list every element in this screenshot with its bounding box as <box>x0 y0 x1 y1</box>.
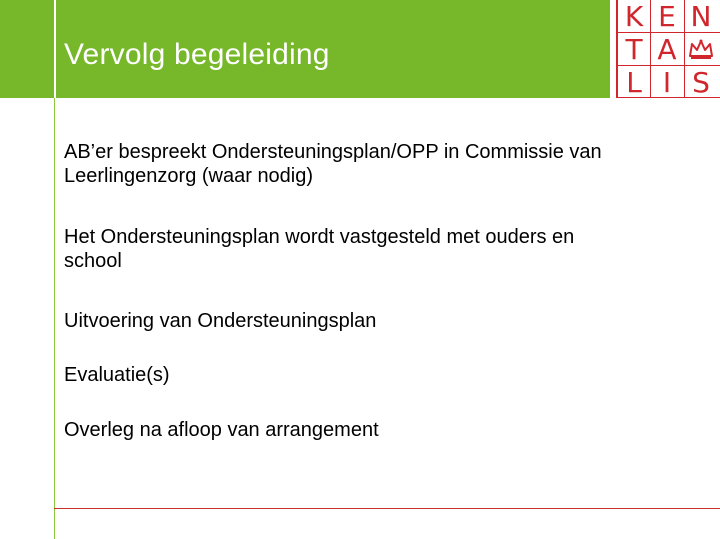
body-paragraph: Het Ondersteuningsplan wordt vastgesteld met ouders en school <box>64 226 575 272</box>
crown-icon <box>688 38 714 60</box>
logo-letter: L <box>626 65 642 99</box>
kentalis-logo <box>616 0 720 98</box>
bottom-rule <box>54 508 720 509</box>
logo-letter: A <box>657 32 677 66</box>
body-paragraph: AB’er bespreekt Ondersteuningsplan/OPP in Commissie van Leerlingenzorg (waar nodig) <box>64 141 602 187</box>
logo-letter: T <box>625 32 643 66</box>
logo-letter: E <box>658 0 676 33</box>
logo-letter: N <box>690 0 712 33</box>
body-paragraph: Evaluatie(s) <box>64 364 170 386</box>
body-paragraph: Overleg na afloop van arrangement <box>64 419 379 441</box>
logo-letter: K <box>624 0 644 33</box>
left-rule <box>54 98 55 539</box>
slide-title: Vervolg begeleiding <box>64 38 330 71</box>
logo-letter: S <box>692 65 710 99</box>
header-divider <box>54 0 56 98</box>
logo-letter: I <box>662 65 672 99</box>
body-paragraph: Uitvoering van Ondersteuningsplan <box>64 310 377 332</box>
